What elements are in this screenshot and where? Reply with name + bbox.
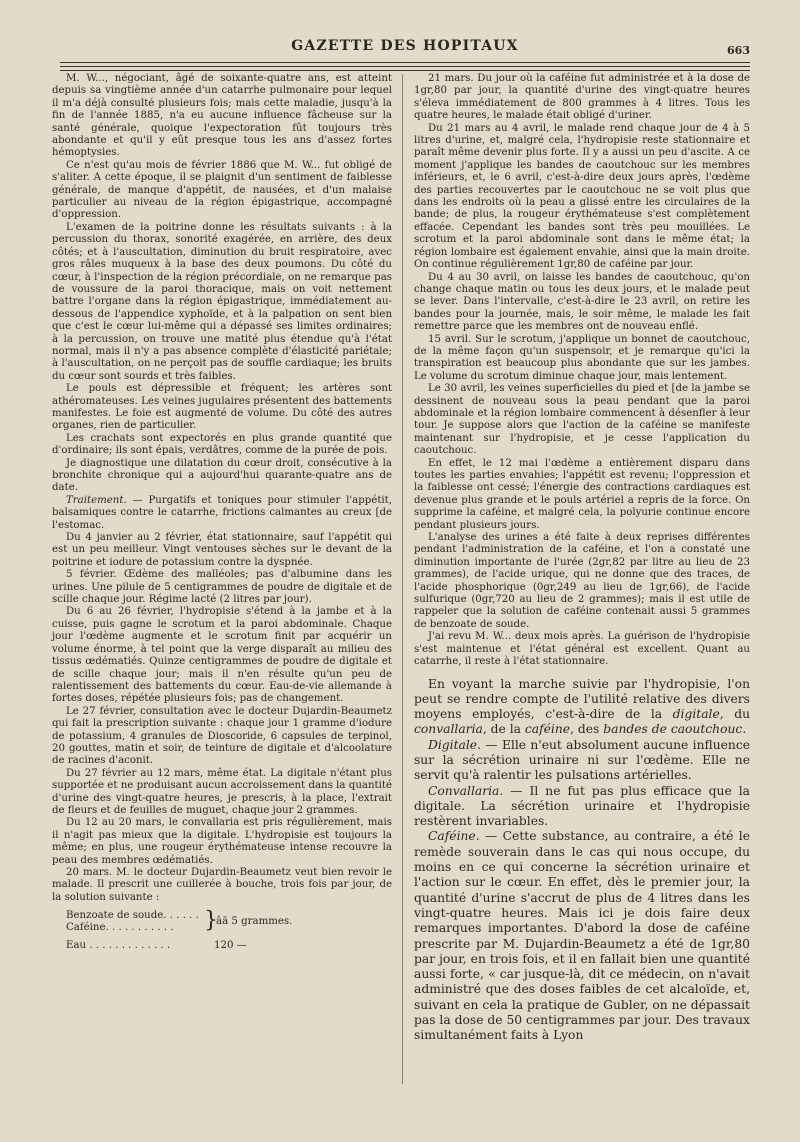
paragraph: Du 6 au 26 février, l'hydropisie s'étend à la jambe et à la cuisse, puis gagne le scrotum et la paroi abdominale. Chaque jour l'œdème augmente et le scrotum finit par acquérir un volume énorme, à tel point que la verge disparaît au milieu des tissus œdématiés. Quinze centigrammes de poudre de digitale et de scille chaque jour; mais il n'en résulte qu'un peu de ralentissement des battements du cœur. Eau-de-vie allemande à fortes doses, répétée plusieurs fois; pas de changement. bbox=[52, 606, 392, 705]
section-label: Digitale. bbox=[428, 737, 481, 752]
paragraph: M. W..., négociant, âgé de soixante-quatre ans, est atteint depuis sa vingtième année d'un catarrhe pulmonaire pour lequel il m'a déjà consulté plusieurs fois; mais cette maladie, jusqu'à la fin de l'année 1885, n'a eu aucune influence fâcheuse sur la santé générale, quoique l'expectoration fût toujours très abondante et qu'il y eût presque tous les ans d'assez fortes hémoptysies. bbox=[52, 73, 392, 159]
text-run: digitale bbox=[672, 707, 720, 722]
text-run: — Cette substance, au contraire, a été le remède souverain dans le cas qui nous occupe, du moins en ce qui concerne la sécrétion urinaire et l'action sur le cœur. En effet, dès le premier jour, la quantité d'urine s'accrut de plus de 4 litres dans les vingt-quatre heures. Mais ici je dois faire deux remarques importantes. D'abord la dose de caféine prescrite par M. Dujardin-Beaumetz a été de 1gr,80 par jour, en trois fois, et il en fallait bien une quantité aussi forte, « car jusque-là, dit ce médecin, on n'avait administré que des doses faibles de cet alcaloïde, et, suivant en cela la pratique de Gubler, on ne dépassait pas la dose de 50 centigrammes par jour. Des travaux simultanément faits à Lyon bbox=[414, 829, 750, 1043]
section-label: Convallaria. bbox=[428, 783, 504, 798]
treatment-label: Traitement. bbox=[66, 494, 127, 506]
paragraph: Les crachats sont expectorés en plus grande quantité que d'ordinaire; ils sont épais, verdâtres, comme de la purée de pois. bbox=[52, 432, 392, 457]
text-run: En voyant la marche suivie par l'hydropisie, l'on peut se rendre compte de l'utilité relative des divers moyens employés, c'est-à-dire de la bbox=[414, 676, 750, 722]
page-number: 663 bbox=[727, 44, 750, 57]
cafeine-paragraph bbox=[414, 829, 750, 1043]
text-run: — Il ne fut pas plus efficace que la digitale. La sécrétion urinaire et l'hydropisie restèrent invariables. bbox=[414, 783, 750, 829]
paragraph: Du 21 mars au 4 avril, le malade rend chaque jour de 4 à 5 litres d'urine, et, malgré cela, l'hydropisie reste stationnaire et paraît même devenir plus forte. Il y a aussi un peu d'ascite. A ce moment j'applique les bandes de caoutchouc sur les membres inférieurs, et, le 6 avril, c'est-à-dire deux jours après, l'œdème des parties recouvertes par le caoutchouc ne se voit plus que dans les endroits où la peau a glissé entre les circulaires de la bande; de plus, la rougeur érythémateuse s'est complètement effacée. Cependant les bandes sont très peu mouillées. Le scrotum et la paroi abdominale sont dans le même état; la région lombaire est également envahie, ainsi que la main droite. On continue régulièrement 1gr,80 de caféine par jour. bbox=[414, 122, 750, 271]
paragraph: En effet, le 12 mai l'œdème a entièrement disparu dans toutes les parties envahies; l'appétit est revenu; l'oppression et la faiblesse ont cessé; l'énergie des contractions cardiaques est devenue plus grande et le pouls artériel a repris de la force. On supprime la caféine, et malgré cela, la polyurie continue encore pendant plusieurs jours. bbox=[414, 457, 750, 531]
paragraph: 15 avril. Sur le scrotum, j'applique un bonnet de caoutchouc, de la même façon qu'un suspensoir, et je remarque qu'ici la transpiration est beaucoup plus abondante que sur les jambes. Le volume du scrotum diminue chaque jour, mais lentement. bbox=[414, 333, 750, 382]
text-run: bandes de caoutchouc bbox=[603, 722, 743, 737]
commentary-intro bbox=[414, 677, 750, 738]
header-rule bbox=[60, 66, 750, 67]
formula-ingredient: Benzoate de soude. . . . . . bbox=[66, 910, 199, 922]
paragraph: Le 27 février, consultation avec le docteur Dujardin-Beaumetz qui fait la prescription suivante : chaque jour 1 gramme d'iodure de potassium, 4 granules de Dioscoride, 6 capsules de terpinol, 20 gouttes, matin et soir, de teinture de digitale et d'alcoolature de racines d'aconit. bbox=[52, 705, 392, 767]
commentary-section bbox=[414, 677, 750, 1044]
convallaria-paragraph bbox=[414, 784, 750, 830]
paragraph: 5 février. Œdème des malléoles; pas d'albumine dans les urines. Une pilule de 5 centigrammes de poudre de digitale et de scille chaque jour. Régime lacté (2 litres par jour). bbox=[52, 569, 392, 606]
formula-dose: âā 5 grammes. bbox=[216, 916, 293, 928]
paragraph: Je diagnostique une dilatation du cœur droit, consécutive à la bronchite chronique qui a aujourd'hui quarante-quatre ans de date. bbox=[52, 457, 392, 494]
paragraph: Du 4 au 30 avril, on laisse les bandes de caoutchouc, qu'on change chaque matin ou tous les deux jours, et le malade peut se lever. Dans l'intervalle, c'est-à-dire le 23 avril, on retire les bandes pour la journée, mais, le soir même, le malade les fait remettre parce que les membres ont de nouveau enflé. bbox=[414, 271, 750, 333]
left-column bbox=[52, 73, 392, 964]
treatment-paragraph bbox=[52, 495, 392, 532]
text-run: . bbox=[742, 722, 747, 737]
text-run: , de la bbox=[482, 722, 525, 737]
paragraph: J'ai revu M. W... deux mois après. La guérison de l'hydropisie s'est maintenue et l'état général est excellent. Quant au catarrhe, il reste à l'état stationnaire. bbox=[414, 631, 750, 668]
paragraph: Du 27 février au 12 mars, même état. La digitale n'étant plus supportée et ne produisant aucun accroissement dans la quantité d'urine des vingt-quatre heures, je prescris, à la place, l'extrait de fleurs et de feuilles de muguet, chaque jour 2 grammes. bbox=[52, 767, 392, 816]
right-column bbox=[414, 73, 750, 1044]
formula-ingredient: Caféine. . . . . . . . . . . bbox=[66, 922, 174, 934]
text-run: convallaria bbox=[414, 722, 483, 737]
text-run: — Elle n'eut absolument aucune influence sur la sécrétion urinaire ni sur l'œdème. Elle ne servit qu'à ralentir les pulsations artérielles. bbox=[414, 737, 750, 783]
text-run: , du bbox=[719, 707, 750, 722]
text-run: , des bbox=[570, 722, 604, 737]
column-divider bbox=[402, 74, 403, 1084]
paragraph: Le pouls est dépressible et fréquent; les artères sont athéromateuses. Les veines jugulaires présentent des battements manifestes. Le foie est augmenté de volume. Du côté des autres organes, rien de particulier. bbox=[52, 383, 392, 432]
paragraph: Du 12 au 20 mars, le convallaria est pris régulièrement, mais il n'agit pas mieux que la digitale. L'hydropisie est toujours la même; en plus, une rougeur érythémateuse intense recouvre la peau des membres œdématiés. bbox=[52, 817, 392, 866]
prescription-formula bbox=[66, 910, 392, 962]
paragraph: L'analyse des urines a été faite à deux reprises différentes pendant l'administration de la caféine, et l'on a constaté une diminution importante de l'urée (2gr,82 par litre au lieu de 23 grammes), de l'acide urique, qui ne donne que des traces, de l'acide phosphorique (0gr,249 au lieu de 1gr,66), de l'acide sulfurique (0gr,720 au lieu de 2 grammes); mais il est utile de rappeler que la solution de caféine contenait aussi 5 grammes de benzoate de soude. bbox=[414, 532, 750, 630]
digitale-paragraph bbox=[414, 738, 750, 784]
header-rule bbox=[60, 62, 750, 63]
paragraph: Ce n'est qu'au mois de février 1886 que M. W... fut obligé de s'aliter. A cette époque, il se plaignit d'un sentiment de faiblesse générale, de manque d'appétit, de nausées, et d'un malaise particulier au niveau de la région épigastrique, accompagné d'oppression. bbox=[52, 159, 392, 221]
paragraph: 21 mars. Du jour où la caféine fut administrée et à la dose de 1gr,80 par jour, la quantité d'urine des vingt-quatre heures s'éleva immédiatement de 800 grammes à 4 litres. Tous les quatre heures, le malade était obligé d'uriner. bbox=[414, 73, 750, 122]
paragraph: Du 4 janvier au 2 février, état stationnaire, sauf l'appétit qui est un peu meilleur. Vingt ventouses sèches sur le devant de la poitrine et iodure de potassium contre la dyspnée. bbox=[52, 532, 392, 568]
text-run: caféine bbox=[524, 722, 571, 737]
section-label: Caféine. bbox=[428, 829, 480, 844]
paragraph: Le 30 avril, les veines superficielles du pied et [de la jambe se dessinent de nouveau sous la peau pendant que la paroi abdominale et la région lombaire commencent à désenfler à leur tour. Je suppose alors que l'action de la caféine se manifeste maintenant sur l'hydropisie, et je cesse l'application du caoutchouc. bbox=[414, 383, 750, 457]
running-head bbox=[60, 38, 750, 62]
brace-symbol: } bbox=[204, 908, 218, 934]
treatment-text: — Purgatifs et toniques pour stimuler l'appétit, balsamiques contre le catarrhe, frictions calmantes au creux [de l'estomac. bbox=[52, 494, 392, 531]
paragraph: L'examen de la poitrine donne les résultats suivants : à la percussion du thorax, sonorité exagérée, en arrière, des deux côtés; et à l'auscultation, diminution du bruit respiratoire, avec gros râles muqueux à la base des deux poumons. Du côté du cœur, à l'inspection de la région précordiale, on ne remarque pas de voussure de la paroi thoracique, mais on voit nettement battre l'organe dans la région épigastrique, immédiatement au-dessous de l'appendice xyphoïde, et à la palpation on sent bien que c'est le cœur lui-même qui a dépassé ses limites ordinaires; à la percussion, on trouve une matité plus étendue qu'à l'état normal, mais il n'y a pas absence complète d'élasticité pariétale; à l'auscultation, on ne perçoit pas de souffle cardiaque; les bruits du cœur sont sourds et très faibles. bbox=[52, 221, 392, 382]
journal-title: GAZETTE DES HOPITAUX bbox=[291, 38, 519, 54]
formula-dose: 120 — bbox=[214, 940, 247, 952]
formula-ingredient: Eau . . . . . . . . . . . . . bbox=[66, 940, 171, 952]
header-rule bbox=[60, 70, 750, 71]
paragraph: 20 mars. M. le docteur Dujardin-Beaumetz veut bien revoir le malade. Il prescrit une cuillerée à bouche, trois fois par jour, de la solution suivante : bbox=[52, 867, 392, 903]
